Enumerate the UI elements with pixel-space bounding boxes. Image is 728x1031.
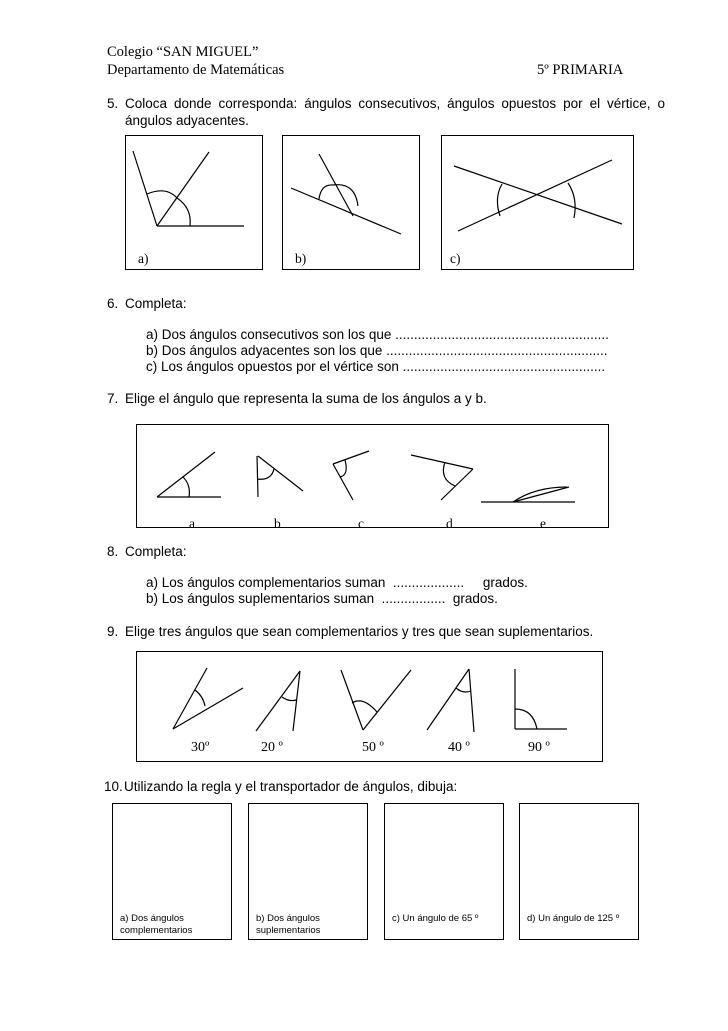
q5-box-a	[125, 135, 263, 270]
q5-box-c	[441, 135, 634, 270]
school-name: Colegio “SAN MIGUEL”	[107, 44, 259, 60]
q10-caption-d: d) Un ángulo de 125 º	[527, 913, 620, 924]
q6-number: 6.	[107, 296, 119, 311]
q9-degree-20: 20 º	[261, 740, 283, 755]
q7-text: Elige el ángulo que representa la suma de los ángulos a y b.	[125, 391, 487, 406]
q9-degree-50: 50 º	[362, 740, 384, 755]
q5-label-b: b)	[295, 251, 307, 266]
q7-label-d: d	[446, 516, 453, 528]
q6-item-c: c) Los ángulos opuestos por el vértice son ......................................................	[146, 359, 606, 374]
q5-label-c: c)	[450, 251, 461, 266]
q9-degree-90: 90 º	[528, 740, 550, 755]
q9-text: Elige tres ángulos que sean complementarios y tres que sean suplementarios.	[125, 624, 594, 639]
q10-caption-b-line2: suplementarios	[256, 925, 321, 936]
q5-text-line1: Coloca donde corresponda: ángulos consecutivos, ángulos opuestos por el vértice, o	[125, 96, 665, 111]
q9-degree-40: 40 º	[448, 740, 470, 755]
q10-caption-a-line2: complementarios	[120, 925, 193, 936]
q10-caption-b-line1: b) Dos ángulos	[256, 913, 320, 924]
q10-number: 10.	[104, 779, 123, 794]
q6-text: Completa:	[125, 296, 187, 311]
q7-angles-figure	[137, 425, 609, 528]
q9-degree-30: 30º	[191, 740, 210, 755]
q7-label-c: c	[358, 516, 364, 528]
q6-item-a: a) Dos ángulos consecutivos son los que .........................................................	[146, 327, 609, 342]
q7-label-b: b	[274, 516, 281, 528]
q7-label-a: a	[189, 516, 195, 528]
vertical-angles-figure	[442, 136, 635, 271]
q8-text: Completa:	[125, 544, 187, 559]
q10-caption-c: c) Un ángulo de 65 º	[392, 913, 479, 924]
q9-number: 9.	[107, 624, 119, 639]
q8-number: 8.	[107, 544, 119, 559]
q8-item-b: b) Los ángulos suplementarios suman ................. grados.	[146, 591, 498, 606]
q7-label-e: e	[540, 516, 546, 528]
department-name: Departamento de Matemáticas	[107, 62, 285, 78]
q7-box	[136, 424, 609, 528]
q5-box-b	[282, 135, 420, 270]
q6-item-b: b) Dos ángulos adyacentes son los que ...........................................................	[146, 343, 608, 358]
q5-text-line2: ángulos adyacentes.	[125, 113, 249, 128]
q5-number: 5.	[107, 96, 119, 111]
grade-label: 5º PRIMARIA	[537, 62, 624, 78]
q7-number: 7.	[107, 391, 119, 406]
q9-box	[136, 651, 603, 762]
q10-caption-a-line1: a) Dos ángulos	[120, 913, 184, 924]
q10-text: Utilizando la regla y el transportador de ángulos, dibuja:	[124, 779, 458, 794]
q5-label-a: a)	[138, 251, 149, 266]
q8-item-a: a) Los ángulos complementarios suman ................... grados.	[146, 575, 528, 590]
